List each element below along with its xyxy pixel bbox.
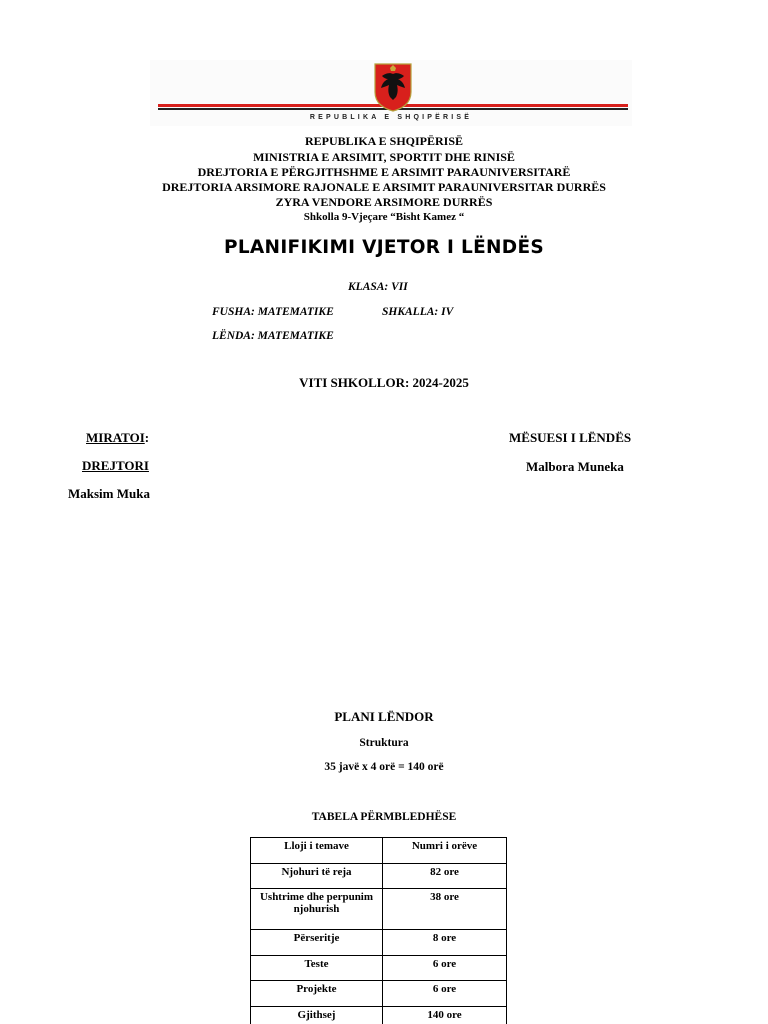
director-name: Maksim Muka [68, 486, 150, 501]
header-line-zyra-vendore: ZYRA VENDORE ARSIMORE DURRËS [275, 195, 493, 209]
lenda-label: LËNDA: MATEMATIKE [212, 330, 334, 342]
header-line-republika: REPUBLIKA E SHQIPËRISË [304, 134, 464, 148]
fusha-label: FUSHA: MATEMATIKE [212, 306, 334, 318]
albanian-emblem-icon [373, 62, 413, 112]
miratoi-colon: : [144, 430, 150, 445]
header-banner [150, 60, 632, 126]
table-row [251, 864, 507, 889]
table-cell: 38 ore [383, 889, 507, 930]
table-cell: 6 ore [383, 981, 507, 1007]
table-cell: Njohuri të reja [251, 864, 383, 889]
table-cell: Projekte [251, 981, 383, 1007]
summary-table [250, 837, 507, 1024]
table-cell: Ushtrime dhe perpunim njohurish [251, 889, 383, 930]
approved-by-label [86, 430, 149, 446]
banner-republika-text: REPUBLIKA E SHQIPËRISË [309, 114, 473, 121]
table-header-row [251, 838, 507, 864]
header-line-ministria: MINISTRIA E ARSIMIT, SPORTIT DHE RINISË [253, 150, 515, 164]
page-title: PLANIFIKIMI VJETOR I LËNDËS [223, 237, 545, 258]
teacher-name: Malbora Muneka [526, 459, 624, 474]
plan-title: PLANI LËNDOR [334, 709, 434, 724]
klasa-label: KLASA: VII [348, 281, 408, 293]
director-label: DREJTORI [82, 458, 149, 473]
table-row [251, 1007, 507, 1024]
table-cell: 6 ore [383, 956, 507, 981]
school-name: Shkolla 9-Vjeçare “Bisht Kamez “ [303, 211, 465, 223]
table-row [251, 956, 507, 981]
shkalla-label: SHKALLA: IV [382, 306, 454, 318]
table-cell: 140 ore [383, 1007, 507, 1024]
table-row [251, 981, 507, 1007]
table-row [251, 889, 507, 930]
table-cell: Gjithsej [251, 1007, 383, 1024]
teacher-label: MËSUESI I LËNDËS [509, 430, 632, 445]
table-cell: Teste [251, 956, 383, 981]
header-line-drejtoria-rajonale: DREJTORIA ARSIMORE RAJONALE E ARSIMIT PARAUNIVERSITAR DURRËS [162, 180, 606, 194]
table-row [251, 930, 507, 956]
table-cell: Përseritje [251, 930, 383, 956]
structure-label: Struktura [359, 737, 409, 749]
table-header-cell: Lloji i temave [251, 838, 383, 864]
table-cell: 8 ore [383, 930, 507, 956]
miratoi-text: MIRATOI [86, 430, 145, 445]
hours-formula: 35 javë x 4 orë = 140 orë [324, 761, 444, 773]
school-year: VITI SHKOLLOR: 2024-2025 [299, 375, 469, 390]
header-line-drejtoria-pergjithshme: DREJTORIA E PËRGJITHSHME E ARSIMIT PARAUNIVERSITARË [197, 165, 571, 179]
table-title: TABELA PËRMBLEDHËSE [311, 811, 457, 823]
table-header-cell: Numri i orëve [383, 838, 507, 864]
table-cell: 82 ore [383, 864, 507, 889]
